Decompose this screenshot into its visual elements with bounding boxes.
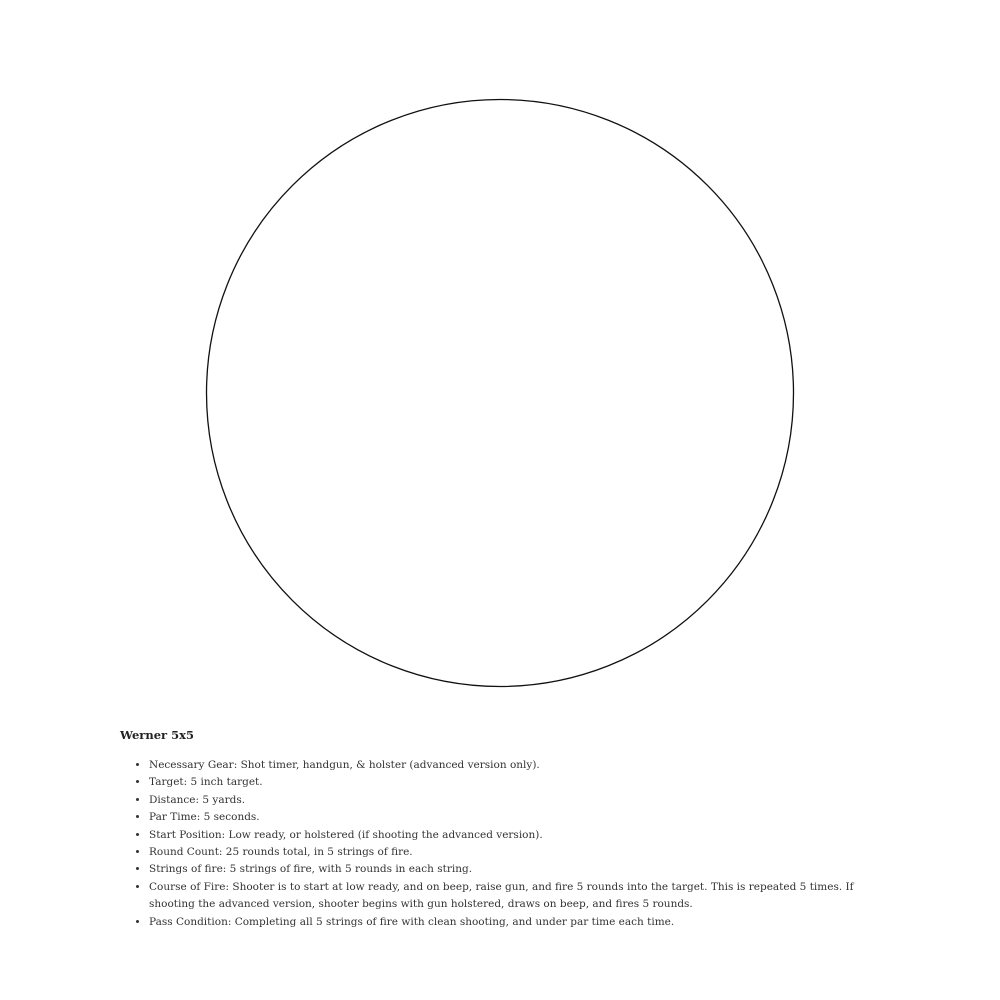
list-item-pass-condition: • Pass Condition: Completing all 5 strings of fire with clean shooting, and under par time each time.: [149, 914, 890, 931]
drill-details-list: [120, 757, 890, 931]
list-item-course-of-fire: • Course of Fire: Shooter is to start at low ready, and on beep, raise gun, and fire 5 rounds into the target. This is repeated 5 times. If shooting the advanced version, shooter begins with gun holstered, draws on beep, and fires 5 rounds.: [149, 879, 890, 914]
target-circle-container: [205, 98, 795, 688]
drill-description: [120, 727, 890, 931]
list-item-strings-of-fire: • Strings of fire: 5 strings of fire, with 5 rounds in each string.: [149, 861, 890, 878]
target-circle: [207, 100, 794, 687]
list-item-round-count: • Round Count: 25 rounds total, in 5 strings of fire.: [149, 844, 890, 861]
list-item-necessary-gear: • Necessary Gear: Shot timer, handgun, & holster (advanced version only).: [149, 757, 890, 774]
list-item-distance: • Distance: 5 yards.: [149, 792, 890, 809]
list-item-start-position: • Start Position: Low ready, or holstered (if shooting the advanced version).: [149, 827, 890, 844]
drill-title: Werner 5x5: [120, 728, 194, 742]
list-item-par-time: • Par Time: 5 seconds.: [149, 809, 890, 826]
list-item-target: • Target: 5 inch target.: [149, 774, 890, 791]
target-circle-graphic: [205, 98, 795, 688]
